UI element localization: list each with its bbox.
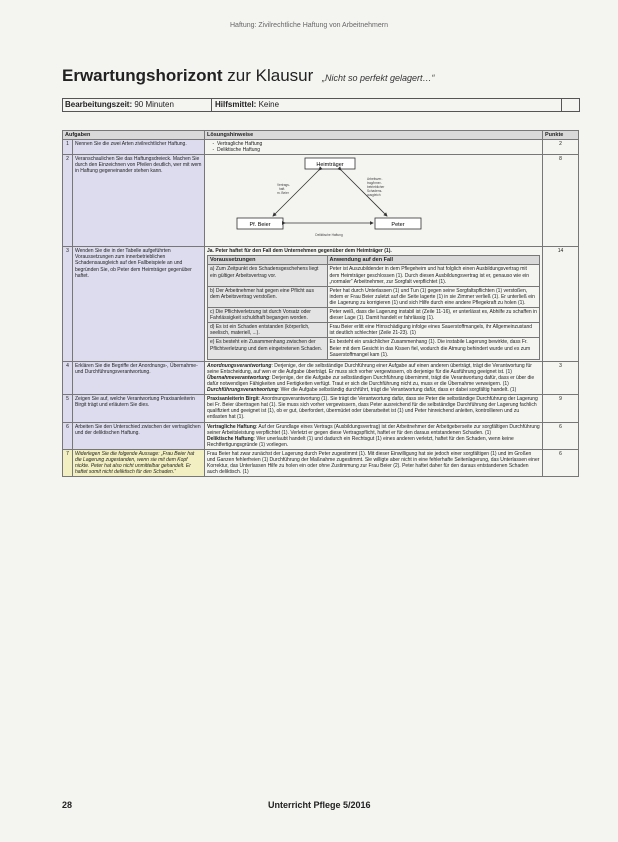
table-row bbox=[63, 247, 579, 361]
solution-cell: Frau Beier hat zwar zunächst der Lagerung durch Peter zugestimmt (1). Mit dieser Einwilligung hat sie jedoch einer sorgfältigen (1) und im Großen und Ganzen fehlerfreien (1) Durchführung der Maßnahme zugestimmt. Sie willigte aber nicht in eine fehlerhafte Seitenlagerung, das Unterlassen einer Korrektur, das Unterlassen Hilfe zu holen ein oder ohne Zustimmung zur Frau Beier (2). Peter haftet daher für den daraus entstandenen Schaden auch deliktisch. (1) bbox=[205, 449, 543, 476]
label-bottom: Deliktische Haftung bbox=[315, 233, 343, 238]
points-header: Punkte bbox=[543, 131, 579, 140]
points-cell: 2 bbox=[543, 140, 579, 155]
page-title bbox=[62, 66, 313, 86]
definition bbox=[207, 424, 540, 436]
table-row bbox=[63, 449, 579, 476]
page-number: 28 bbox=[62, 800, 73, 810]
triangle-svg bbox=[207, 156, 541, 240]
solution-header: Lösungshinweise bbox=[205, 131, 543, 140]
criteria-right: Peter weiß, dass die Lagerung instabil ist (Zeile 11-16), er unterlässt es, Abhilfe zu schaffen in dieser Lage (1). Damit handelt er fahrlässig (1). bbox=[327, 308, 539, 323]
solution-item: - Deliktische Haftung bbox=[217, 147, 540, 153]
task-number: 1 bbox=[63, 140, 73, 155]
points-cell: 6 bbox=[543, 422, 579, 449]
table-header-row bbox=[63, 131, 579, 140]
solution-item: - Vertragliche Haftung bbox=[217, 141, 540, 147]
running-header: Haftung: Zivilrechtliche Haftung von Arbeitnehmern bbox=[230, 22, 388, 29]
title-quote: „Nicht so perfekt gelagert…“ bbox=[322, 73, 435, 83]
criteria-right: Frau Beier erlitt eine Hirnschädigung infolge eines Sauerstoffmangels, ihr Allgemeinzustand ist deutlich schlechter (Zeile 21-23). (1) bbox=[327, 323, 539, 338]
liability-triangle-diagram bbox=[207, 156, 540, 240]
table-row bbox=[63, 155, 579, 247]
definition bbox=[207, 436, 540, 448]
node-right: Peter bbox=[391, 222, 405, 229]
label-right: Arbeitsver-trag/Inner-betrieblicher Schadens-ausgleich bbox=[367, 177, 385, 198]
criteria-left: b) Der Arbeitnehmer hat gegen eine Pflicht aus dem Arbeitsvertrag verstoßen. bbox=[208, 286, 328, 307]
points-cell: 8 bbox=[543, 155, 579, 247]
criteria-left: e) Es besteht ein Zusammenhang zwischen der Pflichtverletzung und dem eingetretenen Schaden. bbox=[208, 338, 328, 359]
criteria-right: Peter hat durch Unterlassen (1) und Tun (1) gegen seine Sorgfaltspflichten (1) verstoßen, indem er Frau Beier zuletzt auf die Seite lagerte (1) in sie Zimmer verließ (1). Er unterließ ein die Lagerung zu korrigieren (1) und sich Hilfe durch eine andere Pflegekraft zu holen (1). bbox=[327, 286, 539, 307]
task-text: Zeigen Sie auf, welche Verantwortung Praxisanleiterin Birgit trägt und erläutern Sie dies. bbox=[73, 395, 205, 422]
points-cell: 3 bbox=[543, 361, 579, 394]
meta-separator bbox=[561, 99, 562, 111]
criteria-row bbox=[208, 308, 540, 323]
criteria-row bbox=[208, 323, 540, 338]
task-number: 7 bbox=[63, 449, 73, 476]
solution-intro: Ja. Peter haftet für den Fall dem Unternehmen gegenüber dem Heimträger (1). bbox=[207, 248, 392, 255]
criteria-head-right: Anwendung auf den Fall bbox=[327, 256, 539, 265]
task-number: 4 bbox=[63, 361, 73, 394]
publication-name: Unterricht Pflege 5/2016 bbox=[268, 800, 371, 810]
time-info bbox=[65, 100, 174, 109]
solution-cell bbox=[205, 247, 543, 361]
solution-cell bbox=[205, 361, 543, 394]
solution-cell bbox=[205, 422, 543, 449]
title-bold: Erwartungshorizont bbox=[62, 66, 223, 85]
table-row bbox=[63, 361, 579, 394]
table-row bbox=[63, 140, 579, 155]
task-text: Nennen Sie die zwei Arten zivilrechtlicher Haftung. bbox=[73, 140, 205, 155]
task-number: 6 bbox=[63, 422, 73, 449]
definition-term: Vertragliche Haftung bbox=[207, 423, 256, 430]
definition bbox=[207, 363, 540, 375]
task-text: Veranschaulichen Sie das Haftungsdreieck. Machen Sie durch den Einzeichnen von Pfeilen deutlich, wer mit wem in Haftung gegeneinander stehen kann. bbox=[73, 155, 205, 247]
table-row bbox=[63, 395, 579, 422]
criteria-left: c) Die Pflichtverletzung ist durch Vorsatz oder Fahrlässigkeit schuldhaft begangen worden. bbox=[208, 308, 328, 323]
definition-text: : Derjenige, der die Aufgabe zur selbständigen Durchführung übernimmt, trägt die Verantwortung dafür, dass er über die dafür notwendigen Fähigkeiten und Fertigkeiten verfügt. Traut er sich die Durchführung nicht zu, muss er die Übernahme verweigern. (1) bbox=[207, 374, 535, 387]
task-text: Arbeiten Sie den Unterschied zwischen der vertraglichen und der deliktischen Haftung. bbox=[73, 422, 205, 449]
criteria-row bbox=[208, 265, 540, 286]
node-left: Pf. Beier bbox=[249, 222, 271, 229]
task-text: Widerlegen Sie die folgende Aussage: „Frau Beier hat die Lagerung zugestanden, wenn sie mit dem Kopf nickte. Peter hat also nicht unmittelbar gehandelt. Er haftet somit nicht deliktisch für den Schaden.“ bbox=[73, 449, 205, 476]
task-text: Erklären Sie die Begriffe der Anordnungs-, Übernahme- und Durchführungsverantwortung. bbox=[73, 361, 205, 394]
definition-text: : Derjenige, der die selbständige Durchführung einer Aufgabe auf einen anderen überträgt, trägt die Verantwortung für seine Entscheidung, auf wen er die Aufgabe überträgt. Er muss sich vorher vergewissern, ob derjenige für die Ausführung geeignet ist. (1) bbox=[207, 362, 532, 375]
task-number: 5 bbox=[63, 395, 73, 422]
time-label: Bearbeitungszeit: bbox=[65, 100, 133, 109]
definition bbox=[207, 375, 540, 387]
definition-term: Deliktische Haftung bbox=[207, 435, 254, 442]
task-number: 2 bbox=[63, 155, 73, 247]
criteria-left: d) Es ist ein Schaden entstanden (körperlich, seelisch, materiell, ...). bbox=[208, 323, 328, 338]
definition-text: : Wer die Aufgabe selbständig durchführt, trägt die Verantwortung dafür, dass er dabei sorgfältig handelt. (1) bbox=[277, 387, 517, 394]
criteria-table bbox=[207, 255, 540, 359]
solution-text: : Anordnungsverantwortung (1). Sie trägt die Verantwortung dafür, dass sie Peter die selbständige Durchführung der Lagerung bei Fr. Beier übertragen hat (1). Sie muss sich vorher vergewissern, dass Peter ausreichend für die selbständige Durchführung der Lagerung fachlich qualifiziert und geeignet ist (1), ob er gut, überfordert, übermüdet oder überarbeitet ist (1) und Peter hinreichend anleiten, kontrollieren und zu entlasten hat (1). bbox=[207, 396, 538, 421]
criteria-left: a) Zum Zeitpunkt des Schadensgeschehens liegt ein gültiger Arbeitsvertrag vor. bbox=[208, 265, 328, 286]
solution-term: Praxisanleiterin Birgit bbox=[207, 396, 259, 403]
definition-term: Anordnungsverantwortung bbox=[207, 362, 272, 369]
criteria-row bbox=[208, 338, 540, 359]
time-value: 90 Minuten bbox=[132, 100, 174, 109]
solution-cell bbox=[205, 155, 543, 247]
node-top: Heimträger bbox=[316, 162, 344, 169]
task-text: Wenden Sie die in der Tabelle aufgeführten Voraussetzungen zum innerbetrieblichen Schadensausgleich auf den Fallbeispiele an und begründen Sie, ob Peter dem Heimträger gegenüber haftet. bbox=[73, 247, 205, 361]
criteria-row bbox=[208, 286, 540, 307]
definition-term: Durchführungsverantwortung bbox=[207, 387, 278, 394]
definition-text: : Wer unerlaubt handelt (1) und dadurch ein Rechtsgut (1) eines anderen verletzt, haftet für den Schaden, wenn keine Rechtfertigungsgründe (1) vorliegen. bbox=[207, 435, 514, 448]
grading-table bbox=[62, 130, 579, 477]
aids-label: Hilfsmittel: bbox=[215, 100, 257, 109]
criteria-head-left: Voraussetzungen bbox=[208, 256, 328, 265]
aids-info bbox=[215, 100, 279, 109]
table-row bbox=[63, 422, 579, 449]
solution-cell bbox=[205, 140, 543, 155]
definition bbox=[207, 387, 540, 393]
solution-cell bbox=[205, 395, 543, 422]
aids-value: Keine bbox=[256, 100, 280, 109]
meta-bar bbox=[62, 98, 580, 112]
meta-separator bbox=[211, 99, 212, 111]
points-cell: 14 bbox=[543, 247, 579, 361]
definition-term: Übernahmeverantwortung bbox=[207, 374, 270, 381]
criteria-header-row bbox=[208, 256, 540, 265]
task-number: 3 bbox=[63, 247, 73, 361]
tasks-header: Aufgaben bbox=[63, 131, 205, 140]
points-cell: 6 bbox=[543, 449, 579, 476]
points-cell: 9 bbox=[543, 395, 579, 422]
criteria-right: Peter ist Auszubildender in dem Pflegeheim und hat folglich einen Ausbildungsvertrag mit dem Heimträger geschlossen (1). Durch diesen Ausbildungsvertrag ist er, genauso wie ein „normaler“ Arbeitnehmer, zur Sorgfalt verpflichtet (1). bbox=[327, 265, 539, 286]
criteria-right: Es besteht ein ursächlicher Zusammenhang (1). Die instabile Lagerung bewirkte, dass Fr. Beier mit dem Gesicht in das Kissen fiel, wodurch die Atmung behindert wurde und es zum Sauerstoffmangel kam (1). bbox=[327, 338, 539, 359]
label-left: Vertrags-haft. m. Beier bbox=[277, 183, 290, 196]
title-rest: zur Klausur bbox=[222, 66, 314, 85]
definition-text: : Auf der Grundlage eines Vertrags (Ausbildungsvertrag) ist der Arbeitnehmer der Arbeitgeberseite zur sorgfältigen Durchführung seiner Arbeitsleistung verpflichtet (1). Verletzt er gegen diese Vertragspflicht, haftet er für den daraus entstandenen Schaden. (1) bbox=[207, 423, 540, 436]
